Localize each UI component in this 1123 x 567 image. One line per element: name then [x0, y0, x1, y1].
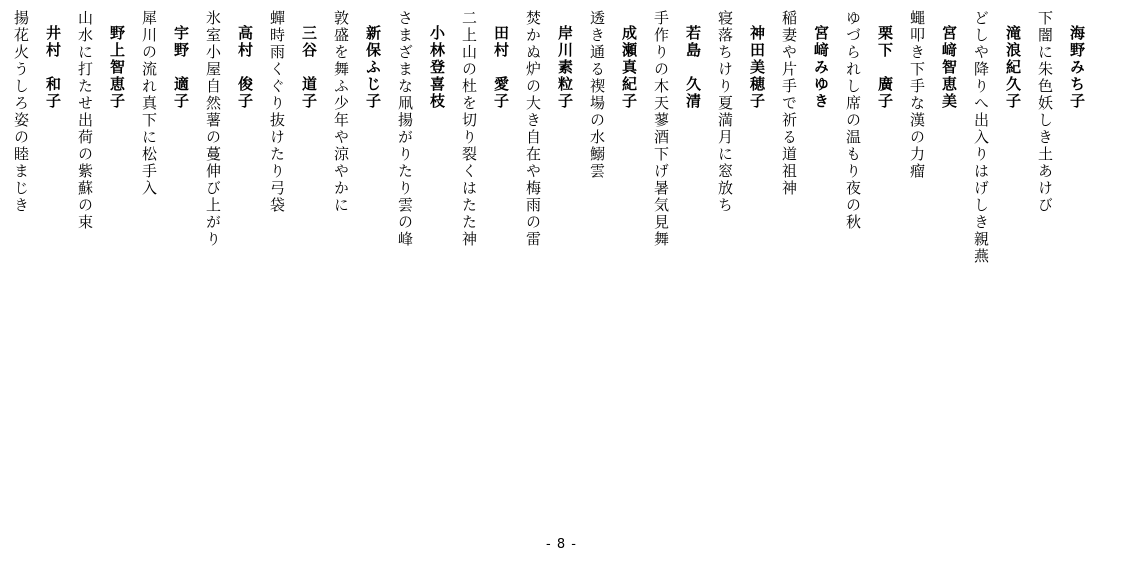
haiku-author: 岸川素粒子	[556, 25, 574, 110]
haiku-author: 高村 俊子	[236, 25, 254, 110]
haiku-verse: 透き通る禊場の水鰯雲	[588, 10, 606, 180]
haiku-entry	[10, 10, 64, 214]
haiku-entry	[970, 10, 1024, 265]
haiku-entry	[330, 10, 384, 214]
haiku-verse: 蠅叩き下手な漢の力瘤	[908, 10, 926, 180]
haiku-entry	[714, 10, 768, 214]
haiku-entry	[266, 10, 320, 214]
haiku-author: 海野みち子	[1068, 25, 1086, 110]
haiku-verse: 揚花火うしろ姿の睦まじき	[12, 10, 30, 214]
haiku-verse: 氷室小屋自然薯の蔓伸び上がり	[204, 10, 222, 248]
haiku-author: 宮﨑みゆき	[812, 25, 830, 110]
haiku-entry	[394, 10, 448, 248]
haiku-entry	[138, 10, 192, 197]
haiku-entry	[458, 10, 512, 248]
haiku-verse: さまざまな凧揚がりたり雲の峰	[396, 10, 414, 248]
haiku-entry	[1034, 10, 1088, 214]
haiku-entry	[650, 10, 704, 248]
haiku-entry	[74, 10, 128, 231]
page-number: - 8 -	[546, 537, 577, 552]
haiku-verse: 稲妻や片手で祈る道祖神	[780, 10, 798, 197]
haiku-verse: どしや降りへ出入りはげしき親燕	[972, 10, 990, 265]
haiku-verse: 下闇に朱色妖しき土あけび	[1036, 10, 1054, 214]
haiku-author: 成瀬真紀子	[620, 25, 638, 110]
haiku-verse: 寝落ちけり夏満月に窓放ち	[716, 10, 734, 214]
haiku-verse: 犀川の流れ真下に松手入	[140, 10, 158, 197]
haiku-author: 小林登喜枝	[428, 25, 446, 110]
haiku-verse: 蟬時雨くぐり抜けたり弓袋	[268, 10, 286, 214]
haiku-verse: ゆづられし席の温もり夜の秋	[844, 10, 862, 231]
haiku-entry	[586, 10, 640, 180]
haiku-author: 若島 久清	[684, 25, 702, 110]
haiku-author: 井村 和子	[44, 25, 62, 110]
haiku-verse: 敦盛を舞ふ少年や涼やかに	[332, 10, 350, 214]
haiku-entry	[202, 10, 256, 248]
haiku-entry	[842, 10, 896, 231]
haiku-author: 滝浪紀久子	[1004, 25, 1022, 110]
haiku-verse: 山水に打たせ出荷の紫蘇の束	[76, 10, 94, 231]
haiku-author: 田村 愛子	[492, 25, 510, 110]
haiku-entry	[522, 10, 576, 248]
haiku-author: 栗下 廣子	[876, 25, 894, 110]
haiku-entry	[906, 10, 960, 180]
haiku-author: 新保ふじ子	[364, 25, 382, 110]
haiku-verse: 手作りの木天蓼酒下げ暑気見舞	[652, 10, 670, 248]
haiku-entry	[778, 10, 832, 197]
haiku-author: 三谷 道子	[300, 25, 318, 110]
haiku-list	[12, 10, 1088, 310]
haiku-author: 宇野 適子	[172, 25, 190, 110]
haiku-author: 野上智恵子	[108, 25, 126, 110]
haiku-author: 宮﨑智恵美	[940, 25, 958, 110]
haiku-verse: 二上山の杜を切り裂くはたた神	[460, 10, 478, 248]
haiku-verse: 焚かぬ炉の大き自在や梅雨の雷	[524, 10, 542, 248]
haiku-author: 神田美穂子	[748, 25, 766, 110]
